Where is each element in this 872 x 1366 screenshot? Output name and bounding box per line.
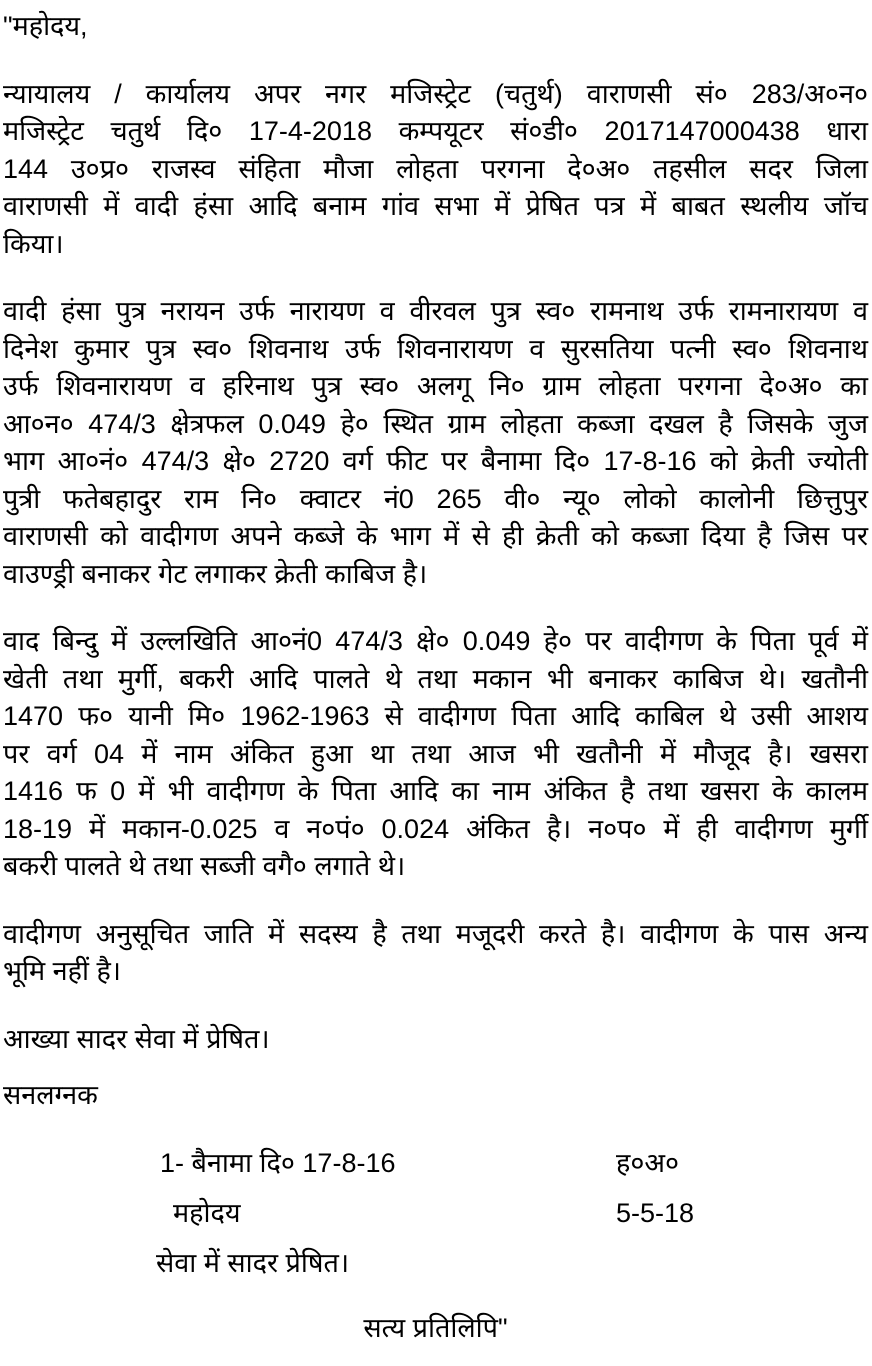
text-line: पुत्री फतेबहादुर राम नि० क्वाटर नं0 265 वी० न्यू० लोको कालोनी छित्तुपुर — [3, 483, 868, 514]
text-line: वादी हंसा पुत्र नरायन उर्फ नारायण व वीरवल पुत्र स्व० रामनाथ उर्फ रामनारायण व — [3, 296, 868, 326]
enclosure-item: महोदय — [173, 1197, 241, 1228]
text-line: किया। — [3, 228, 64, 259]
text-line: वाराणसी में वादी हंसा आदि बनाम गांव सभा में प्रेषित पत्र में बाबत स्थलीय जॉच — [3, 191, 868, 221]
text-line: सनलग्नक — [3, 1080, 98, 1110]
paragraph-caste-note — [3, 916, 868, 991]
text-line: 1416 फ 0 में भी वादीगण के पिता आदि का नाम अंकित है तथा खसरा के कालम — [3, 776, 868, 806]
paragraph-dispute-details — [3, 623, 868, 886]
text-line: पर वर्ग 04 में नाम अंकित हुआ था तथा आज भी खतौनी में मौजूद है। खसरा — [3, 738, 868, 769]
enclosure-block — [3, 1145, 868, 1283]
text-line: मजिस्ट्रेट चतुर्थ दि० 17-4-2018 कम्पयूटर सं०डी० 2017147000438 धारा — [3, 116, 868, 146]
text-line: वाद बिन्दु में उल्लखिति आ०नं0 474/3 क्षे० 0.049 हे० पर वादीगण के पिता पूर्व में — [3, 626, 868, 656]
paragraph-salutation — [3, 8, 868, 46]
text-line: 1470 फ० यानी मि० 1962-1963 से वादीगण पिता आदि काबिल थे उसी आशय — [3, 701, 868, 731]
text-line: वादीगण अनुसूचित जाति में सदस्य है तथा मजूदरी करते है। वादीगण के पास अन्य — [3, 918, 868, 949]
paragraph-court-details — [3, 76, 868, 264]
enclosure-row — [3, 1195, 868, 1233]
text-line: भाग आ०नं० 474/3 क्षे० 2720 वर्ग फीट पर बैनामा दि० 17-8-16 को क्रेती ज्योती — [3, 446, 868, 476]
text-line: उर्फ शिवनारायण व हरिनाथ पुत्र स्व० अलगू नि० ग्राम लोहता परगना दे०अ० का — [3, 371, 868, 401]
paragraph-plaintiffs — [3, 293, 868, 593]
signature-date: 5-5-18 — [616, 1197, 695, 1228]
text-line: बकरी पालते थे तथा सब्जी वगै० लगाते थे। — [3, 851, 406, 881]
enclosure-item: सेवा में सादर प्रेषित। — [156, 1247, 350, 1278]
signature-abbrev: ह०अ० — [616, 1147, 680, 1178]
true-copy-line: सत्य प्रतिलिपि" — [363, 1312, 508, 1343]
enclosure-row — [3, 1245, 868, 1283]
text-line: वाउण्ड्री बनाकर गेट लगाकर क्रेती काबिज है। — [3, 558, 428, 589]
text-line: 18-19 में मकान-0.025 व न०पं० 0.024 अंकित है। न०प० में ही वादीगण मुर्गी — [3, 813, 868, 844]
enclosure-row — [3, 1145, 868, 1183]
text-line: "महोदय, — [3, 11, 88, 41]
enclosure-item: 1- बैनामा दि० 17-8-16 — [160, 1147, 396, 1178]
text-line: दिनेश कुमार पुत्र स्व० शिवनाथ उर्फ शिवनारायण व सुरसतिया पत्नी स्व० शिवनाथ — [3, 333, 868, 364]
text-line: भूमि नहीं है। — [3, 956, 122, 986]
text-line: 144 उ०प्र० राजस्व संहिता मौजा लोहता परगना दे०अ० तहसील सदर जिला — [3, 153, 868, 184]
text-line: वाराणसी को वादीगण अपने कब्जे के भाग में से ही क्रेती को कब्जा दिया है जिस पर — [3, 521, 868, 551]
text-line: आ०न० 474/3 क्षेत्रफल 0.049 हे० स्थित ग्राम लोहता कब्जा दखल है जिसके जुज — [3, 408, 868, 439]
text-line: आख्या सादर सेवा में प्रेषित। — [3, 1023, 270, 1054]
text-line: न्यायालय / कार्यालय अपर नगर मजिस्ट्रेट (चतुर्थ) वाराणसी सं० 283/अ०न० — [3, 78, 868, 109]
paragraph-enclosure-heading — [3, 1077, 868, 1115]
text-line: खेती तथा मुर्गी, बकरी आदि पालते थे तथा मकान भी बनाकर काबिज थे। खतौनी — [3, 663, 868, 694]
paragraph-report-sent — [3, 1021, 868, 1059]
